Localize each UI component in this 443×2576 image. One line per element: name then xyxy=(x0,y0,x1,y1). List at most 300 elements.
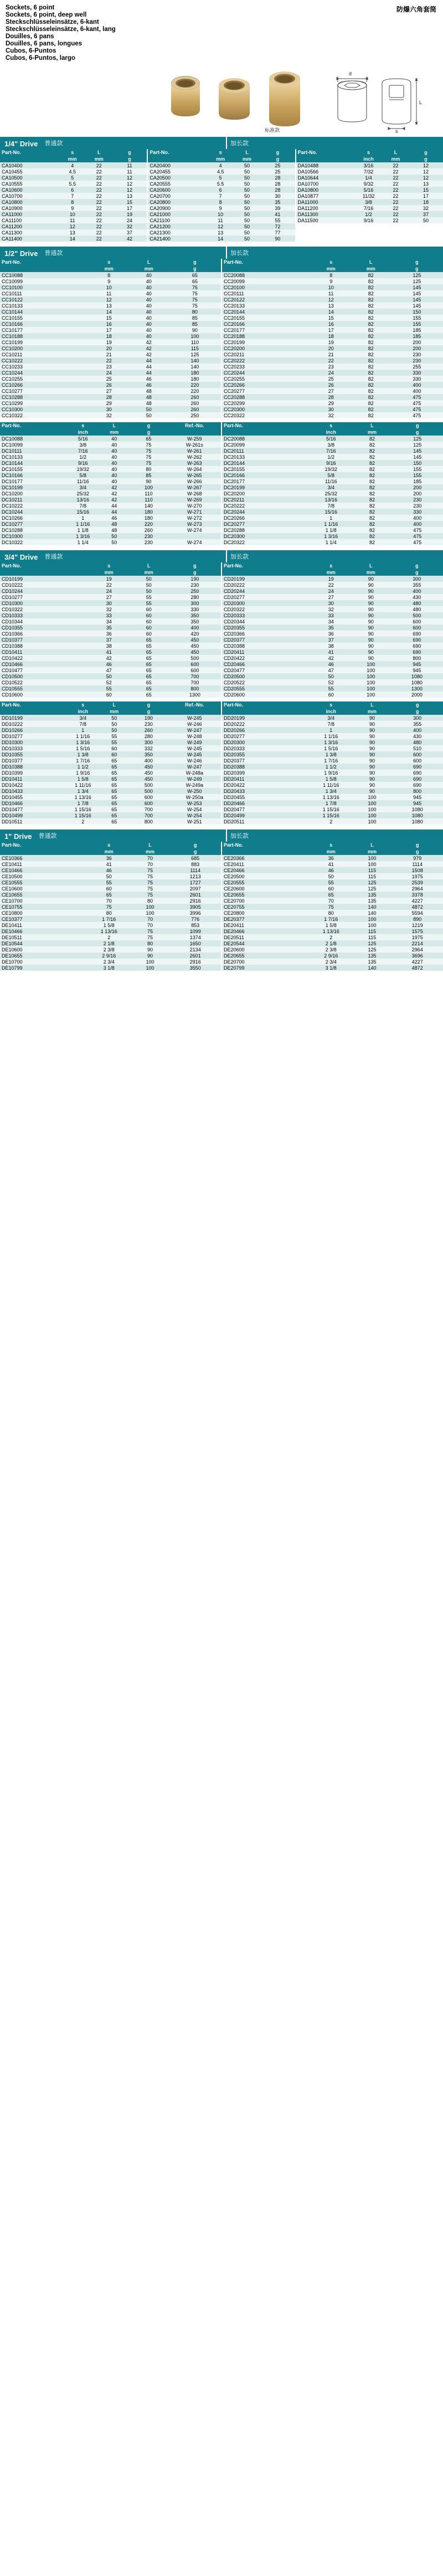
value-cell: 1 3/8 xyxy=(66,751,99,757)
section-tables xyxy=(0,149,443,242)
value-cell: W-245 xyxy=(168,751,221,757)
value-cell: 2601 xyxy=(169,952,221,959)
value-cell: 1080 xyxy=(392,806,443,812)
value-cell: 90 xyxy=(353,739,392,745)
column-header: Part-No. xyxy=(222,422,310,429)
table-row xyxy=(0,345,221,351)
part-number-cell: CE10600 xyxy=(0,885,87,892)
value-cell: 75 xyxy=(131,873,170,879)
value-cell: 65 xyxy=(129,637,169,643)
value-cell: 12 xyxy=(207,223,234,229)
section-tables xyxy=(0,422,443,545)
value-cell: 22 xyxy=(383,162,409,168)
value-cell: 55 xyxy=(310,879,353,885)
table-row xyxy=(0,309,221,315)
value-cell: 1 1/2 xyxy=(310,764,353,770)
value-cell: 690 xyxy=(392,770,443,776)
value-cell: 140 xyxy=(353,965,392,971)
value-cell: 115 xyxy=(353,873,392,879)
value-cell: 475 xyxy=(391,394,443,400)
value-cell: 50 xyxy=(99,539,129,545)
part-number-cell: CA11200 xyxy=(0,223,59,229)
part-number-cell: DD20277 xyxy=(222,733,310,739)
table-row xyxy=(222,873,443,879)
product-title-line: Sockets, 6 point xyxy=(6,4,55,11)
value-cell: W-251 xyxy=(168,818,221,824)
unit-header: mm xyxy=(87,848,131,855)
value-cell: 140 xyxy=(353,904,392,910)
value-cell: 65 xyxy=(129,692,169,698)
table-row xyxy=(222,764,443,770)
unit-header xyxy=(296,156,355,162)
value-cell: 2964 xyxy=(392,885,443,892)
value-cell: 70 xyxy=(131,916,170,922)
column-header: L xyxy=(351,259,391,265)
part-number-cell: CD10355 xyxy=(0,624,89,631)
value-cell: 250 xyxy=(169,588,221,594)
part-number-cell: DC20300 xyxy=(222,533,310,539)
value-cell: 4872 xyxy=(392,904,443,910)
value-cell: 16 xyxy=(311,321,351,327)
value-cell: 11/16 xyxy=(310,478,353,484)
unit-header xyxy=(222,708,310,715)
column-header: Part-No. xyxy=(0,562,89,569)
value-cell: 5/8 xyxy=(310,472,353,478)
unit-header: mm xyxy=(86,156,112,162)
part-number-cell: CD20377 xyxy=(222,637,311,643)
value-cell: 145 xyxy=(391,303,443,309)
value-cell: 450 xyxy=(129,764,168,770)
table-row xyxy=(0,272,221,278)
part-number-cell: DD10422 xyxy=(0,782,66,788)
standard-label: 普通款 xyxy=(42,550,226,562)
value-cell: 3/4 xyxy=(66,715,99,721)
value-cell: 9/16 xyxy=(66,460,99,466)
value-cell: 50 xyxy=(99,721,129,727)
part-number-cell: CE10800 xyxy=(0,910,87,916)
value-cell: 65 xyxy=(129,661,169,667)
value-cell: 3/4 xyxy=(66,484,99,490)
value-cell: 19/32 xyxy=(310,466,353,472)
value-cell: 945 xyxy=(392,794,443,800)
table-row xyxy=(222,946,443,952)
part-number-cell: DA11500 xyxy=(296,217,355,223)
table-row xyxy=(0,484,221,490)
unit-header: mm xyxy=(353,429,392,436)
value-cell: 14 xyxy=(59,235,86,242)
value-cell: 150 xyxy=(392,460,443,466)
value-cell: 75 xyxy=(131,885,170,892)
value-cell: 450 xyxy=(129,776,168,782)
value-cell: 80 xyxy=(131,898,170,904)
value-cell: 450 xyxy=(169,637,221,643)
value-cell: W-274 xyxy=(168,527,221,533)
table-row xyxy=(0,721,221,727)
value-cell: 75 xyxy=(129,442,168,448)
table-row xyxy=(222,303,443,309)
table-row xyxy=(0,394,221,400)
table-row xyxy=(222,788,443,794)
product-title-block xyxy=(6,4,265,62)
table-row xyxy=(222,315,443,321)
value-cell: 22 xyxy=(311,357,351,363)
part-number-cell: CE10366 xyxy=(0,855,87,861)
value-cell: 800 xyxy=(391,655,443,661)
value-cell: 27 xyxy=(311,388,351,394)
value-cell: 60 xyxy=(99,745,129,751)
value-cell: 82 xyxy=(353,460,392,466)
value-cell: 115 xyxy=(353,867,392,873)
table-row xyxy=(222,934,443,940)
value-cell: 55 xyxy=(311,685,351,692)
value-cell: 1 7/16 xyxy=(87,916,131,922)
part-number-cell: CA11000 xyxy=(0,211,59,217)
value-cell: 65 xyxy=(129,679,169,685)
value-cell: 3996 xyxy=(169,910,221,916)
part-number-cell: CC10088 xyxy=(0,272,89,278)
part-number-cell: DE20377 xyxy=(222,916,310,922)
value-cell: 90 xyxy=(353,776,392,782)
value-cell: 1 xyxy=(66,727,99,733)
value-cell: 150 xyxy=(391,309,443,315)
part-number-cell: DD20422 xyxy=(222,782,310,788)
value-cell: 230 xyxy=(392,496,443,503)
value-cell: 90 xyxy=(351,631,391,637)
value-cell: 800 xyxy=(392,788,443,794)
value-cell: 10 xyxy=(89,284,129,290)
table-row xyxy=(0,649,221,655)
value-cell: 700 xyxy=(169,679,221,685)
value-cell: 22 xyxy=(86,223,112,229)
column-header: g xyxy=(129,422,168,429)
value-cell: 22 xyxy=(86,168,112,175)
part-number-cell: DC10199 xyxy=(0,484,66,490)
part-number-cell: DC20200 xyxy=(222,490,310,496)
value-cell: W-262 xyxy=(168,454,221,460)
part-number-cell: DD20455 xyxy=(222,794,310,800)
table-row xyxy=(0,867,221,873)
part-number-cell: DD10199 xyxy=(0,715,66,721)
value-cell: 300 xyxy=(129,739,168,745)
part-number-cell: CD20477 xyxy=(222,667,311,673)
part-number-cell: CD20300 xyxy=(222,600,311,606)
value-cell: 2 3/4 xyxy=(310,959,353,965)
table-row xyxy=(148,229,295,235)
value-cell: 1080 xyxy=(392,812,443,818)
value-cell: 430 xyxy=(392,733,443,739)
value-cell: 185 xyxy=(391,333,443,339)
part-number-cell: DE10600 xyxy=(0,946,87,952)
column-header: s xyxy=(310,842,353,848)
part-number-cell: CC20222 xyxy=(222,357,311,363)
value-cell: W-247 xyxy=(168,727,221,733)
value-cell: 22 xyxy=(311,582,351,588)
column-header: Part-No. xyxy=(0,259,89,265)
part-number-cell: DE10511 xyxy=(0,934,87,940)
value-cell: 82 xyxy=(351,400,391,406)
part-number-cell: DC20266 xyxy=(222,515,310,521)
value-cell: 65 xyxy=(129,685,169,692)
value-cell: 250 xyxy=(169,412,221,418)
part-number-cell: CC20155 xyxy=(222,315,311,321)
value-cell: 260 xyxy=(169,400,221,406)
part-number-cell: CC20099 xyxy=(222,278,311,284)
table-row xyxy=(222,855,443,861)
table-row xyxy=(0,655,221,661)
table-row xyxy=(0,327,221,333)
product-image-zone xyxy=(0,65,443,135)
table-row xyxy=(0,631,221,637)
value-cell: 1 5/8 xyxy=(66,776,99,782)
value-cell: 22 xyxy=(383,175,409,181)
table-row xyxy=(222,952,443,959)
value-cell: 185 xyxy=(392,478,443,484)
value-cell: 82 xyxy=(351,339,391,345)
value-cell: 332 xyxy=(129,745,168,751)
value-cell: W-267 xyxy=(168,484,221,490)
value-cell: 50 xyxy=(87,873,131,879)
value-cell: 55 xyxy=(129,600,169,606)
value-cell: 52 xyxy=(89,679,129,685)
table-row xyxy=(0,661,221,667)
value-cell: 40 xyxy=(129,290,169,296)
value-cell: 220 xyxy=(169,388,221,394)
value-cell: 30 xyxy=(89,600,129,606)
table-row xyxy=(0,436,221,442)
value-cell: 38 xyxy=(89,643,129,649)
value-cell: 82 xyxy=(353,515,392,521)
product-table xyxy=(222,422,443,545)
table-row xyxy=(0,794,221,800)
value-cell: 13 xyxy=(207,229,234,235)
table-row xyxy=(222,272,443,278)
value-cell: 48 xyxy=(129,388,169,394)
part-number-cell: CA11400 xyxy=(0,235,59,242)
value-cell: 55 xyxy=(89,685,129,692)
value-cell: 2916 xyxy=(169,898,221,904)
value-cell: 44 xyxy=(129,357,169,363)
value-cell: 28 xyxy=(311,394,351,400)
value-cell: 26 xyxy=(311,382,351,388)
value-cell: 82 xyxy=(351,303,391,309)
value-cell: 125 xyxy=(391,272,443,278)
value-cell: 60 xyxy=(129,624,169,631)
value-cell: 115 xyxy=(353,928,392,934)
value-cell: 100 xyxy=(351,685,391,692)
part-number-cell: DD20466 xyxy=(222,800,310,806)
product-table xyxy=(296,149,443,223)
value-cell: 75 xyxy=(169,284,221,290)
part-number-cell: CE20466 xyxy=(222,867,310,873)
value-cell: 600 xyxy=(169,667,221,673)
value-cell: 65 xyxy=(99,818,129,824)
drive-section-bar xyxy=(0,247,443,259)
value-cell: 80 xyxy=(87,910,131,916)
value-cell: 100 xyxy=(169,333,221,339)
value-cell: 19 xyxy=(89,339,129,345)
unit-header: mm xyxy=(99,429,129,436)
value-cell: 15 xyxy=(311,315,351,321)
value-cell: 9/16 xyxy=(310,460,353,466)
value-cell: 65 xyxy=(129,643,169,649)
table-row xyxy=(0,764,221,770)
column-header: Ref.-No. xyxy=(168,701,221,708)
value-cell: 90 xyxy=(351,643,391,649)
part-number-cell: DE10799 xyxy=(0,965,87,971)
part-number-cell: DC10166 xyxy=(0,472,66,478)
value-cell: 34 xyxy=(311,618,351,624)
value-cell: 230 xyxy=(129,533,168,539)
value-cell: 1 9/16 xyxy=(310,770,353,776)
value-cell: 3 1/8 xyxy=(87,965,131,971)
part-number-cell: CE10411 xyxy=(0,861,87,867)
column-header: s xyxy=(310,422,353,429)
value-cell: 100 xyxy=(351,661,391,667)
table-row xyxy=(222,472,443,478)
value-cell: 77 xyxy=(260,229,295,235)
unit-header: inch xyxy=(310,708,353,715)
table-row xyxy=(222,916,443,922)
table-row xyxy=(0,885,221,892)
value-cell: 90 xyxy=(351,600,391,606)
table-row xyxy=(222,782,443,788)
part-number-cell: DD10455 xyxy=(0,794,66,800)
value-cell: 15 xyxy=(89,315,129,321)
table-row xyxy=(0,466,221,472)
value-cell: 46 xyxy=(99,515,129,521)
table-row xyxy=(222,296,443,303)
part-number-cell: DA10566 xyxy=(296,168,355,175)
part-number-cell: CC20166 xyxy=(222,321,311,327)
value-cell: 100 xyxy=(353,922,392,928)
table-row xyxy=(0,181,147,187)
part-number-cell: DD10333 xyxy=(0,745,66,751)
value-cell: 65 xyxy=(129,667,169,673)
unit-header: g xyxy=(169,569,221,576)
value-cell: 5.5 xyxy=(59,181,86,187)
svg-text:L: L xyxy=(419,100,423,105)
value-cell: 400 xyxy=(392,515,443,521)
value-cell: 1575 xyxy=(392,928,443,934)
table-row xyxy=(148,211,295,217)
value-cell: 50 xyxy=(89,673,129,679)
table-row xyxy=(0,370,221,376)
table-row xyxy=(296,211,443,217)
part-number-cell: CC20211 xyxy=(222,351,311,357)
value-cell: 355 xyxy=(392,721,443,727)
part-number-cell: CE10755 xyxy=(0,904,87,910)
part-number-cell: CD10244 xyxy=(0,588,89,594)
value-cell: 37 xyxy=(311,637,351,643)
part-number-cell: CA10455 xyxy=(0,168,59,175)
long-label: 加长款 xyxy=(227,550,443,562)
value-cell: 18 xyxy=(409,199,443,205)
part-number-cell: DD10300 xyxy=(0,739,66,745)
value-cell: 140 xyxy=(169,357,221,363)
table-row xyxy=(222,910,443,916)
value-cell: 600 xyxy=(391,618,443,624)
table-row xyxy=(222,363,443,370)
product-table xyxy=(222,701,443,824)
table-row xyxy=(222,290,443,296)
value-cell: 22 xyxy=(86,211,112,217)
value-cell: 2 xyxy=(310,934,353,940)
value-cell: 400 xyxy=(391,388,443,394)
value-cell: 7/16 xyxy=(354,205,383,211)
value-cell: 48 xyxy=(129,400,169,406)
unit-header: g xyxy=(260,156,295,162)
table-row xyxy=(148,193,295,199)
table-row xyxy=(222,715,443,721)
column-header: g xyxy=(129,701,168,708)
value-cell: 1080 xyxy=(392,818,443,824)
value-cell: 2 9/16 xyxy=(87,952,131,959)
value-cell: 3696 xyxy=(392,952,443,959)
part-number-cell: DD10388 xyxy=(0,764,66,770)
table-row xyxy=(0,442,221,448)
column-header: L xyxy=(131,842,170,848)
long-label: 加长款 xyxy=(227,829,443,842)
value-cell: 47 xyxy=(89,667,129,673)
part-number-cell: CA10700 xyxy=(0,193,59,199)
table-row xyxy=(0,351,221,357)
value-cell: 70 xyxy=(131,855,170,861)
value-cell: 450 xyxy=(169,643,221,649)
value-cell: 2 xyxy=(87,934,131,940)
value-cell: 82 xyxy=(351,284,391,290)
value-cell: 260 xyxy=(169,394,221,400)
part-number-cell: DC20322 xyxy=(222,539,310,545)
value-cell: 1 13/16 xyxy=(310,928,353,934)
value-cell: 100 xyxy=(129,484,168,490)
value-cell: 10 xyxy=(59,211,86,217)
value-cell: 21 xyxy=(311,351,351,357)
value-cell: 46 xyxy=(129,382,169,388)
value-cell: 2097 xyxy=(169,885,221,892)
value-cell: 50 xyxy=(234,187,260,193)
value-cell: 1 3/4 xyxy=(310,788,353,794)
product-table xyxy=(0,842,221,971)
part-number-cell: DE20511 xyxy=(222,934,310,940)
value-cell: 140 xyxy=(169,363,221,370)
value-cell: 25 xyxy=(311,376,351,382)
part-number-cell: CD10222 xyxy=(0,582,89,588)
column-header: s xyxy=(310,701,353,708)
value-cell: 420 xyxy=(169,631,221,637)
column-header: g xyxy=(391,259,443,265)
value-cell: 70 xyxy=(87,898,131,904)
part-number-cell: DC10200 xyxy=(0,490,66,496)
part-number-cell: DC20099 xyxy=(222,442,310,448)
column-header: L xyxy=(383,149,409,156)
value-cell: 100 xyxy=(353,794,392,800)
part-number-cell: DC20277 xyxy=(222,521,310,527)
value-cell: 1 1/8 xyxy=(310,527,353,533)
value-cell: 979 xyxy=(392,855,443,861)
part-number-cell: DD20499 xyxy=(222,812,310,818)
value-cell: 35 xyxy=(89,624,129,631)
part-number-cell: CC10111 xyxy=(0,290,89,296)
product-table xyxy=(0,259,221,418)
value-cell: 39 xyxy=(260,205,295,211)
part-number-cell: DC20155 xyxy=(222,466,310,472)
table-row xyxy=(0,229,147,235)
value-cell: 475 xyxy=(392,539,443,545)
part-number-cell: DD20300 xyxy=(222,739,310,745)
part-number-cell: CA20900 xyxy=(148,205,207,211)
table-row xyxy=(222,357,443,363)
value-cell: 34 xyxy=(89,618,129,624)
